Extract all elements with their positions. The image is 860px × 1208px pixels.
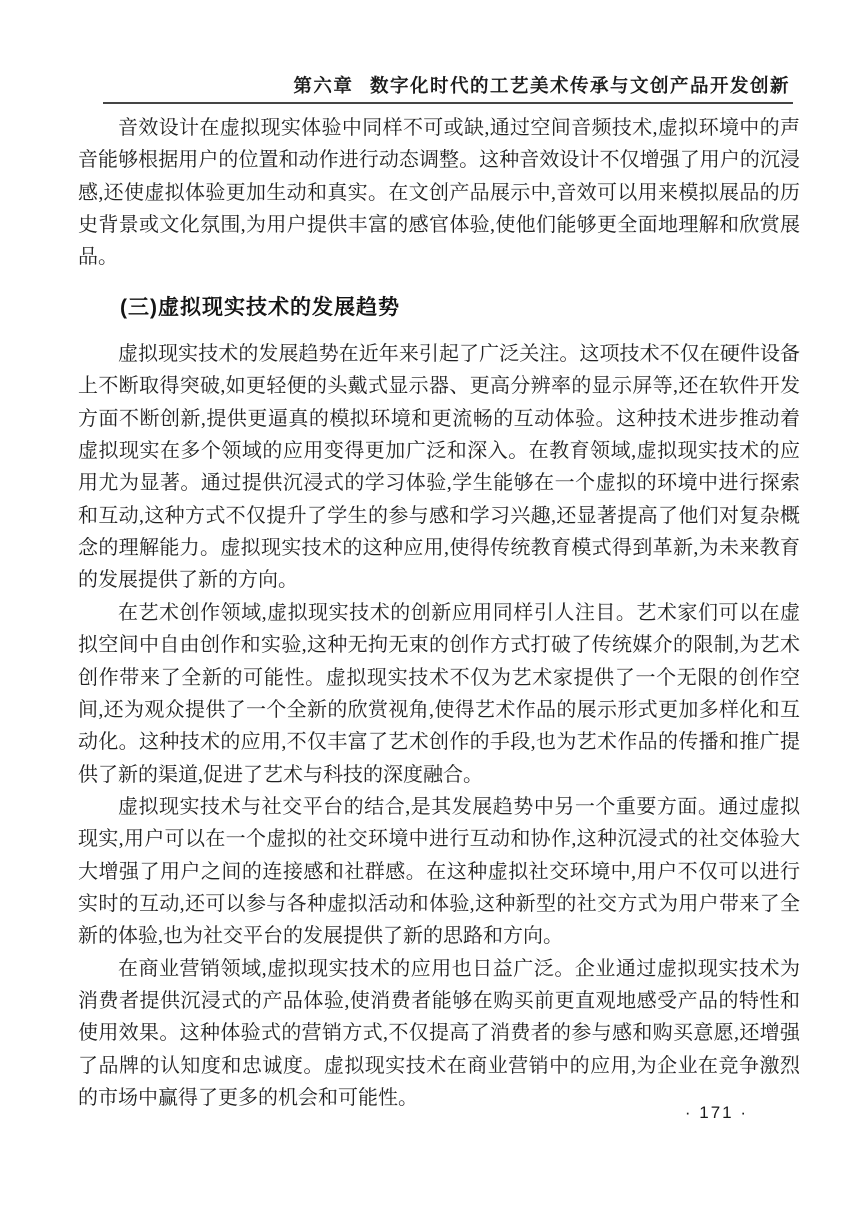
page-number: · 171 · (684, 1103, 748, 1122)
section-paragraph: 虚拟现实技术与社交平台的结合,是其发展趋势中另一个重要方面。通过虚拟现实,用户可以在一个虚拟的社交环境中进行互动和协作,这种沉浸式的社交体验大大增强了用户之间的连接感和社群感。在这种虚拟社交环境中,用户不仅可以进行实时的互动,还可以参与各种虚拟活动和体验,这种新型的社交方式为用户带来了全新的体验,也为社交平台的发展提供了新的思路和方向。 (78, 795, 800, 948)
intro-paragraph: 音效设计在虚拟现实体验中同样不可或缺,通过空间音频技术,虚拟环境中的声音能够根据用户的位置和动作进行动态调整。这种音效设计不仅增强了用户的沉浸感,还使虚拟体验更加生动和真实。在文创产品展示中,音效可以用来模拟展品的历史背景或文化氛围,为用户提供丰富的感官体验,使他们能够更全面地理解和欣赏展品。 (78, 117, 800, 269)
header-rule (103, 102, 793, 104)
section-paragraph: 在艺术创作领域,虚拟现实技术的创新应用同样引人注目。艺术家们可以在虚拟空间中自由创作和实验,这种无拘无束的创作方式打破了传统媒介的限制,为艺术创作带来了全新的可能性。虚拟现实技术不仅为艺术家提供了一个无限的创作空间,还为观众提供了一个全新的欣赏视角,使得艺术作品的展示形式更加多样化和互动化。这种技术的应用,不仅丰富了艺术创作的手段,也为艺术作品的传播和推广提供了新的渠道,促进了艺术与科技的深度融合。 (78, 601, 800, 786)
body-text (78, 112, 800, 1114)
running-header (0, 72, 790, 98)
section-paragraph: 虚拟现实技术的发展趋势在近年来引起了广泛关注。这项技术不仅在硬件设备上不断取得突破,如更轻便的头戴式显示器、更高分辨率的显示屏等,还在软件开发方面不断创新,提供更逼真的模拟环境和更流畅的互动体验。这种技术进步推动着虚拟现实在多个领域的应用变得更加广泛和深入。在教育领域,虚拟现实技术的应用尤为显著。通过提供沉浸式的学习体验,学生能够在一个虚拟的环境中进行探索和互动,这种方式不仅提升了学生的参与感和学习兴趣,还显著提高了他们对复杂概念的理解能力。虚拟现实技术的这种应用,使得传统教育模式得到革新,为未来教育的发展提供了新的方向。 (78, 343, 800, 592)
section-paragraph: 在商业营销领域,虚拟现实技术的应用也日益广泛。企业通过虚拟现实技术为消费者提供沉浸式的产品体验,使消费者能够在购买前更直观地感受产品的特性和使用效果。这种体验式的营销方式,不仅提高了消费者的参与感和购买意愿,还增强了品牌的认知度和忠诚度。虚拟现实技术在商业营销中的应用,为企业在竞争激烈的市场中赢得了更多的机会和可能性。 (78, 957, 800, 1109)
chapter-number: 第六章 (293, 75, 354, 96)
section-heading: (三)虚拟现实技术的发展趋势 (120, 295, 400, 319)
chapter-title: 数字化时代的工艺美术传承与文创产品开发创新 (369, 75, 790, 96)
